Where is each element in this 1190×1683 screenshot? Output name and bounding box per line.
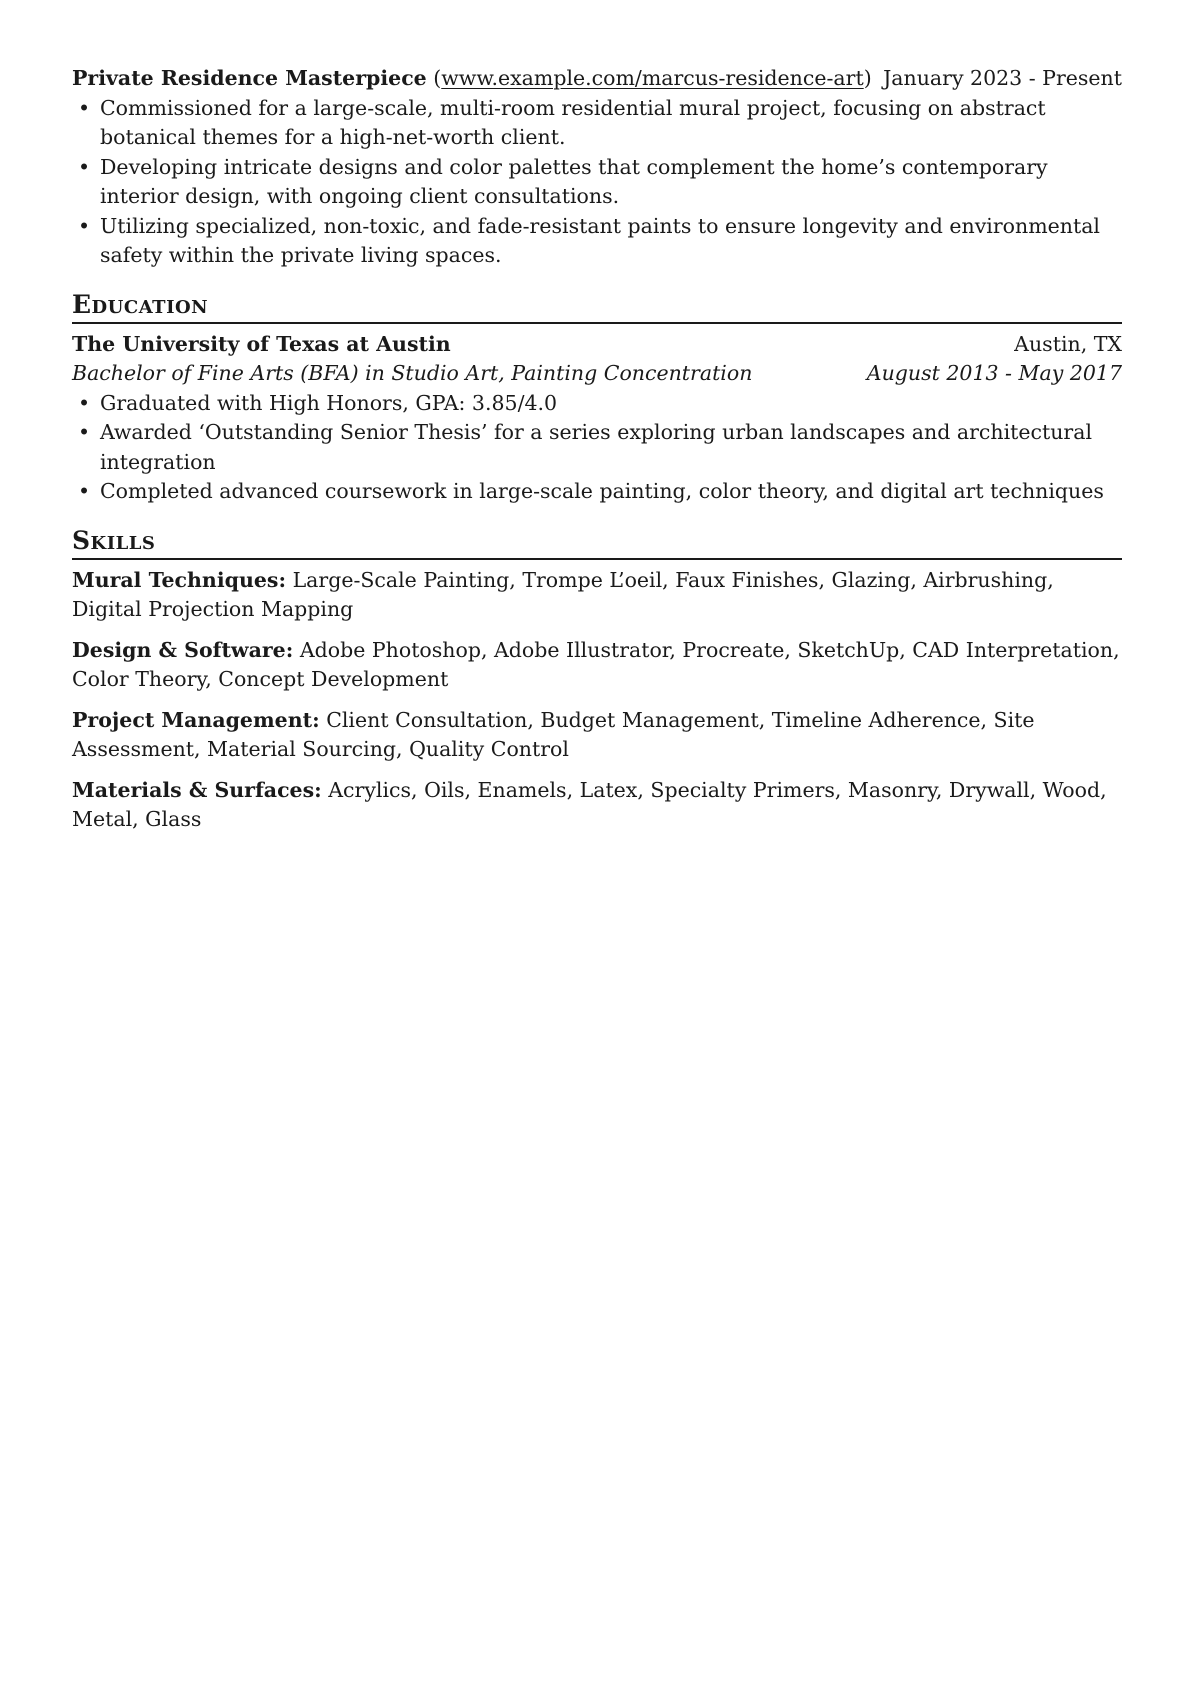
project-bullet-text: Utilizing specialized, non-toxic, and fade-resistant paints to ensure longevity and environmental safety within the private living spaces. (100, 213, 1100, 267)
skill-label: Materials & Surfaces: (72, 777, 322, 802)
bullet-icon: • (78, 479, 91, 503)
skill-value: Adobe Photoshop, Adobe Illustrator, Procreate, SketchUp, CAD Interpretation, Color Theory, Concept Development (72, 637, 1120, 691)
degree-title: Bachelor of Fine Arts (BFA) in Studio Art, Painting Concentration (72, 361, 753, 385)
bullet-icon: • (78, 95, 91, 120)
project-link-open: ( (433, 66, 442, 90)
bullet-icon: • (78, 420, 91, 444)
resume-page (72, 64, 1122, 846)
school-location: Austin, TX (1014, 331, 1122, 356)
skills-heading: Skills (72, 526, 1122, 560)
list-item (72, 153, 1122, 212)
project-entry (72, 64, 1122, 271)
skill-row (72, 566, 1122, 625)
list-item (72, 418, 1122, 477)
skill-value: Acrylics, Oils, Enamels, Latex, Specialty Primers, Masonry, Drywall, Wood, Metal, Glass (72, 777, 1107, 831)
education-heading: Education (72, 290, 1122, 324)
degree-row (72, 359, 1122, 389)
education-bullet-text: Graduated with High Honors, GPA: 3.85/4.0 (100, 390, 558, 415)
skill-value: Large-Scale Painting, Trompe L’oeil, Faux Finishes, Glazing, Airbrushing, Digital Projection Mapping (72, 567, 1054, 621)
list-item (72, 389, 1122, 419)
list-item (72, 212, 1122, 271)
list-item (72, 94, 1122, 153)
project-dates: January 2023 - Present (883, 66, 1122, 90)
education-dates: August 2013 - May 2017 (866, 361, 1122, 385)
project-title-line (72, 64, 872, 94)
project-bullet-text: Commissioned for a large-scale, multi-room residential mural project, focusing on abstract botanical themes for a high-net-worth client. (100, 95, 1046, 149)
education-bullet-text: Completed advanced coursework in large-scale painting, color theory, and digital art techniques (100, 479, 1104, 503)
education-bullet-list (72, 389, 1122, 507)
bullet-icon: • (78, 154, 91, 179)
education-bullet-text: Awarded ‘Outstanding Senior Thesis’ for a series exploring urban landscapes and architectural integration (100, 420, 1092, 474)
skills-list (72, 566, 1122, 835)
project-bullet-text: Developing intricate designs and color palettes that complement the home’s contemporary interior design, with ongoing client consultations. (100, 154, 1048, 208)
skill-row (72, 636, 1122, 695)
education-entry (72, 330, 1122, 507)
school-name: The University of Texas at Austin (72, 331, 451, 356)
skill-label: Design & Software: (72, 637, 294, 662)
education-header (72, 330, 1122, 360)
skill-value: Client Consultation, Budget Management, Timeline Adherence, Site Assessment, Material Sourcing, Quality Control (72, 707, 1035, 761)
project-title: Private Residence Masterpiece (72, 66, 427, 90)
bullet-icon: • (78, 390, 91, 415)
project-bullet-list (72, 94, 1122, 271)
skill-label: Mural Techniques: (72, 567, 287, 592)
project-header (72, 64, 1122, 94)
skill-label: Project Management: (72, 707, 320, 732)
list-item (72, 477, 1122, 507)
bullet-icon: • (78, 213, 91, 238)
project-link-close: ) (863, 66, 872, 90)
skill-row (72, 776, 1122, 835)
skill-row (72, 706, 1122, 765)
project-link[interactable]: www.example.com/marcus-residence-art (441, 66, 864, 90)
